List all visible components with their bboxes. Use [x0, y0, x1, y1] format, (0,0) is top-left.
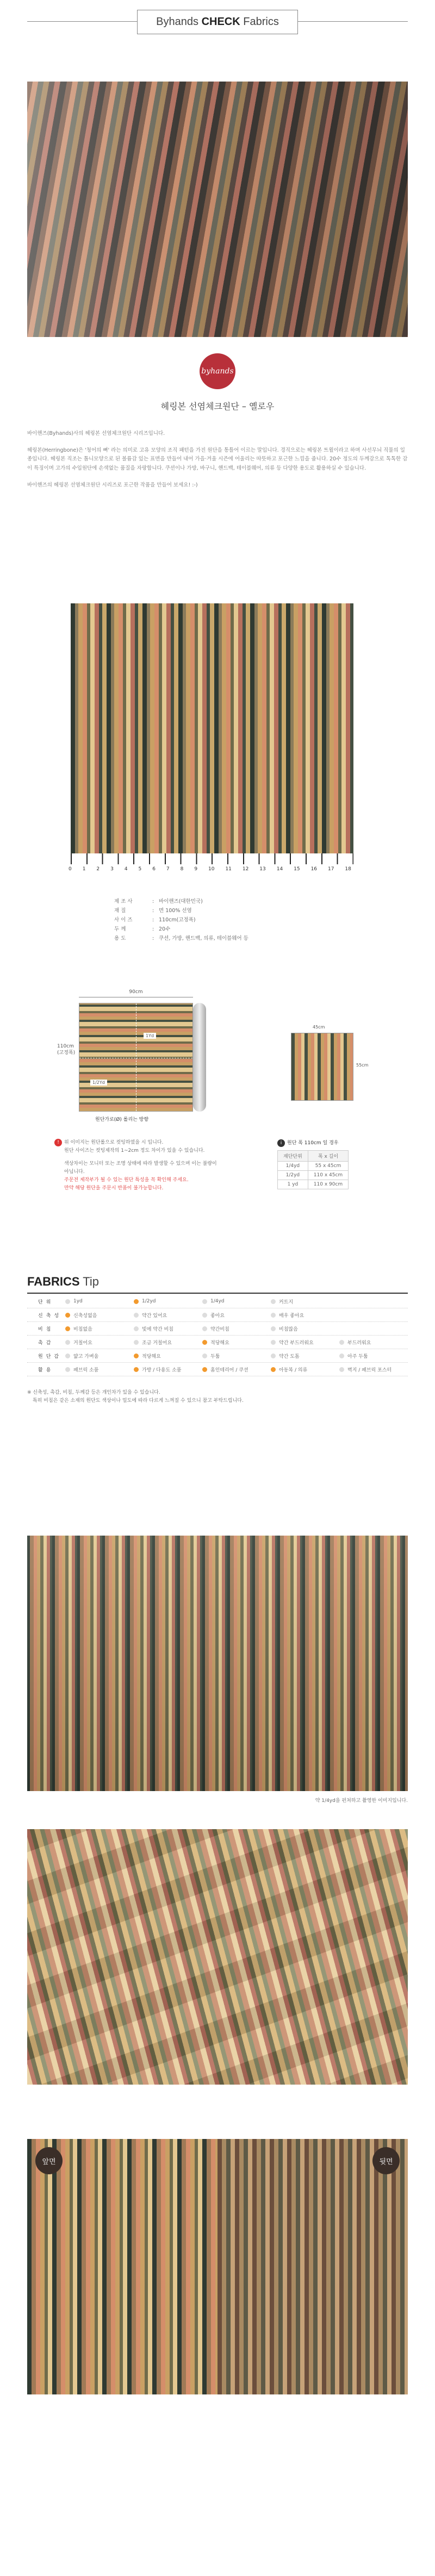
tip-option: [65, 1312, 134, 1319]
sample-height-label: 55cm: [356, 1063, 369, 1068]
tip-option: [202, 1299, 271, 1304]
tip-option-label: 좋아요: [210, 1313, 225, 1319]
tip-row: [27, 1295, 408, 1308]
tip-option-label: 부드러워요: [347, 1340, 371, 1346]
tip-option-label: 비침많음: [279, 1326, 298, 1332]
spec-colon: :: [152, 926, 154, 933]
tip-row-label: 촉감: [38, 1340, 54, 1346]
tip-title: [27, 1275, 99, 1289]
tip-option-label: 커트지: [279, 1299, 294, 1305]
cut-note-1: 위 이미지는 원단롤으로 컷팅하였을 시 입니다.: [64, 1140, 164, 1145]
tip-row-label: 활용: [38, 1367, 54, 1373]
radio-dot-icon: [202, 1354, 207, 1358]
tip-row-label: 비침: [38, 1326, 54, 1332]
tip-option: [134, 1366, 202, 1373]
brand-name: Byhands: [156, 15, 198, 28]
spec-key: 두 께: [114, 926, 126, 933]
cut-fabric: [79, 1003, 193, 1112]
conv-head-size: 폭 x 길이: [308, 1151, 348, 1162]
ruler-label: 13: [259, 866, 266, 872]
spec-row: [114, 925, 248, 934]
radio-dot-icon: [271, 1313, 276, 1318]
radio-dot-icon: [134, 1367, 139, 1372]
radio-dot-icon: [65, 1354, 70, 1358]
tip-row: [27, 1336, 408, 1349]
radio-dot-icon: [271, 1367, 276, 1372]
spec-row: [114, 934, 248, 943]
tip-option: [65, 1339, 134, 1346]
ruler-label: 9: [194, 866, 198, 872]
ruler-label: 4: [124, 866, 128, 872]
ruler-label: 17: [327, 866, 334, 872]
tip-title-bold: FABRICS: [27, 1275, 80, 1288]
tip-option-label: 약간 있어요: [142, 1313, 167, 1319]
tip-option-label: 1yd: [73, 1299, 83, 1304]
ruler-label: 11: [225, 866, 232, 872]
sample-swatch: [291, 1033, 353, 1101]
radio-dot-icon: [202, 1340, 207, 1345]
conv-cell: 110 x 45cm: [308, 1171, 348, 1180]
header-title-bold: CHECK: [201, 15, 240, 28]
logo-text: byhands: [201, 367, 234, 376]
spec-colon: :: [152, 899, 154, 905]
radio-dot-icon: [65, 1367, 70, 1372]
tip-option-label: 아주 두툼: [347, 1354, 368, 1359]
tip-row: [27, 1349, 408, 1363]
ruler-label: 5: [138, 866, 142, 872]
radio-dot-icon: [271, 1340, 276, 1345]
tip-row: [27, 1322, 408, 1336]
spec-colon: :: [152, 908, 154, 914]
conversion-table: [277, 1150, 349, 1189]
spec-key: 제 조 사: [114, 899, 133, 905]
radio-dot-icon: [134, 1354, 139, 1358]
radio-dot-icon: [202, 1313, 207, 1318]
cut-note-3: 색상차이는 모니터 또는 조명 상태에 따라 발생할 수 있으며 이는 불량이 아닙니다.: [64, 1161, 217, 1175]
radio-dot-icon: [271, 1326, 276, 1331]
spec-value: 20수: [159, 926, 171, 933]
tip-option: [202, 1312, 271, 1319]
spec-value: 쿠션, 가방, 핸드백, 의류, 테이블웨어 등: [159, 935, 248, 942]
fabric-roll: [193, 1003, 206, 1112]
back-side-badge: 뒷면: [372, 2147, 400, 2174]
tip-option: [271, 1325, 339, 1332]
header-title-suffix: Fabrics: [243, 15, 279, 28]
radio-dot-icon: [65, 1340, 70, 1345]
conv-cell: 1/2yd: [278, 1171, 308, 1180]
radio-dot-icon: [65, 1313, 70, 1318]
tip-option-label: 신축성없음: [73, 1313, 97, 1319]
spec-colon: :: [152, 935, 154, 942]
spec-list: [114, 897, 248, 943]
spec-value: 면 100% 선염: [159, 908, 192, 914]
cut-height-label: 110cm (고정폭): [57, 1044, 76, 1056]
tip-option-label: 가방 / 다용도 소품: [142, 1367, 182, 1373]
cut-note-4: 만약 해당 원단을 주문시 반품이 불가능합니다.: [64, 1186, 164, 1192]
radio-dot-icon: [339, 1340, 344, 1345]
radio-dot-icon: [65, 1326, 70, 1331]
ruler-label: 6: [152, 866, 156, 872]
ruler-label: 18: [345, 866, 351, 872]
tip-option-label: 적당해요: [142, 1354, 161, 1359]
conv-cell: 55 x 45cm: [308, 1162, 348, 1171]
tip-notes: [27, 1389, 408, 1406]
tip-table: [27, 1295, 408, 1376]
tip-option: [202, 1366, 271, 1373]
tip-title-rest: Tip: [83, 1275, 100, 1288]
ruler-label: 1: [82, 866, 86, 872]
tip-option: [65, 1352, 134, 1359]
tip-option-label: 1/4yd: [210, 1299, 225, 1304]
tip-option-label: 벽지 / 패브릭 포스터: [347, 1367, 392, 1373]
radio-dot-icon: [134, 1299, 139, 1304]
tip-option-label: 조금 거칠어요: [142, 1340, 172, 1346]
spec-row: [114, 897, 248, 906]
tip-option: [134, 1312, 202, 1319]
tip-option-label: 약간비침: [210, 1326, 229, 1332]
intro-paragraph-1: 바이핸즈(Byhands)사의 헤링본 선염체크원단 시리즈입니다.: [27, 431, 165, 436]
sample-width-label: 45cm: [313, 1025, 325, 1030]
spec-key: 사 이 즈: [114, 917, 133, 924]
spec-row: [114, 906, 248, 915]
tip-option: [65, 1299, 134, 1304]
tip-row-label: 원단감: [38, 1354, 63, 1359]
ruler-label: 0: [69, 866, 72, 872]
spec-key: 용 도: [114, 935, 126, 942]
radio-dot-icon: [202, 1367, 207, 1372]
info-icon: i: [277, 1139, 285, 1147]
cut-note-red: 주문전 제작부가 될 수 있는 원단 특성을 꼭 확인해 주세요.: [64, 1177, 189, 1183]
cutting-diagram: [57, 989, 215, 1125]
tip-option-label: 홈인테리어 / 쿠션: [210, 1367, 248, 1373]
cut-width-label: 90cm: [129, 989, 143, 995]
tip-row: [27, 1308, 408, 1322]
header-title: [137, 10, 298, 34]
tip-option-label: 매우 좋아요: [279, 1313, 304, 1319]
conversion-block: [277, 1139, 349, 1189]
hero-fabric-photo: [27, 82, 408, 337]
photo-caption: 약 1/4yd을 펀쳐하고 촬영한 이미지입니다.: [315, 1798, 408, 1804]
tip-option: [202, 1325, 271, 1332]
page-header: [27, 7, 408, 37]
tip-note-2: 특히 비침은 같은 소재의 원단도 색상이나 밀도에 따라 다르게 느껴질 수 있으니 참고 부탁드립니다.: [33, 1398, 244, 1404]
front-side-badge: 앞면: [35, 2147, 63, 2174]
cut-notes: [54, 1139, 217, 1193]
tip-option: [65, 1325, 134, 1332]
tip-option: [134, 1352, 202, 1359]
spec-value: 110cm(고정폭): [159, 917, 196, 924]
conv-cell: 110 x 90cm: [308, 1180, 348, 1189]
fabric-back-side: [217, 2139, 408, 2394]
cut-note-2: 원단 사이즈는 컷팅제작의 1~2cm 정도 차이가 있을 수 있습니다.: [64, 1148, 205, 1154]
tip-option: [134, 1299, 202, 1304]
radio-dot-icon: [339, 1354, 344, 1358]
tip-option-label: 빛에 약간 비침: [142, 1326, 173, 1332]
tip-option: [339, 1366, 408, 1373]
tip-option: [134, 1325, 202, 1332]
spec-value: 바이핸즈(대한민국): [159, 899, 203, 905]
ruler-label: 7: [166, 866, 170, 872]
tip-option-label: 두툼: [210, 1354, 220, 1359]
radio-dot-icon: [271, 1299, 276, 1304]
notice-icon: !: [54, 1139, 62, 1146]
tip-option-label: 비침없음: [73, 1326, 92, 1332]
tip-option: [65, 1366, 134, 1373]
cut-label-half: 1/2Yd: [90, 1080, 107, 1086]
tip-option-label: 약간 도톰: [279, 1354, 300, 1359]
tip-option-label: 얇고 가벼움: [73, 1354, 99, 1359]
spec-key: 재 질: [114, 908, 126, 914]
tip-option: [271, 1298, 339, 1305]
radio-dot-icon: [271, 1354, 276, 1358]
radio-dot-icon: [134, 1340, 139, 1345]
tip-option-label: 1/2yd: [142, 1299, 156, 1304]
tip-note-1: ※ 신축성, 촉감, 비침, 두께감 등은 개인차가 있을 수 있습니다.: [27, 1390, 160, 1395]
tip-option: [134, 1339, 202, 1346]
tip-option: [339, 1352, 408, 1359]
brand-logo: [200, 353, 235, 389]
ruler-labels: [69, 866, 351, 872]
fabric-photo-draped: [27, 1829, 408, 2085]
ruler-label: 15: [294, 866, 300, 872]
fabric-swatch-photo: [71, 603, 353, 853]
ruler-label: 3: [110, 866, 114, 872]
intro-text: [27, 429, 408, 497]
tip-option-label: 거칠어요: [73, 1340, 92, 1346]
tip-row: [27, 1363, 408, 1376]
tip-option-label: 약간 부드러워요: [279, 1340, 314, 1346]
tip-option: [271, 1312, 339, 1319]
conv-cell: 1/4yd: [278, 1162, 308, 1171]
radio-dot-icon: [65, 1299, 70, 1304]
tip-option-label: 패브릭 소품: [73, 1367, 99, 1373]
ruler-label: 16: [310, 866, 318, 872]
cut-label-yard: 1Yd: [144, 1033, 156, 1039]
ruler-label: 12: [242, 866, 249, 872]
radio-dot-icon: [339, 1367, 344, 1372]
conversion-title: 원단 폭 110cm 일 경우: [287, 1140, 339, 1146]
radio-dot-icon: [134, 1326, 139, 1331]
intro-paragraph-2: 헤링본(Herringbone)은 '청어의 뼈' 라는 의미로 고유 모양의 조직 패턴을 가진 원단을 통틀어 이르는 말입니다. 경직으로는 헤링본 트윌이라고 하며 사선무늬 직물의 일종입니다. 헤링본 직조는 톱니모양으로 된 볼륨감 있는 표면을 만들어 내어 가을·겨울 시즌에 어울리는 따뜻하고 포근한 느낌을 줍니다. 20수 정도의 두께감으로 톡톡한 감이 특징이며 고가의 수입원단에 손색없는 품질을 자랑합니다. 쿠션이나 가방, 바구니, 핸드백, 테이블웨어, 의류 등 다양한 용도로 활용하실 수 있습니다.: [27, 447, 408, 471]
radio-dot-icon: [202, 1326, 207, 1331]
tip-row-label: 신축성: [38, 1313, 63, 1319]
tip-option-label: 적당해요: [210, 1340, 229, 1346]
radio-dot-icon: [202, 1299, 207, 1304]
tip-option: [271, 1366, 339, 1373]
tip-option: [271, 1339, 339, 1346]
fabric-photo-front-back: [27, 2139, 408, 2394]
ruler-label: 10: [208, 866, 215, 872]
spec-colon: :: [152, 917, 154, 924]
ruler-label: 14: [276, 866, 283, 872]
spec-row: [114, 915, 248, 925]
tip-option: [271, 1352, 339, 1359]
ruler-label: 2: [96, 866, 100, 872]
radio-dot-icon: [134, 1313, 139, 1318]
fabric-photo-flat: [27, 1536, 408, 1791]
conv-head-unit: 재단단위: [278, 1151, 308, 1162]
tip-row-label: 단위: [38, 1299, 54, 1305]
ruler: [71, 853, 353, 864]
tip-option: [339, 1339, 408, 1346]
intro-paragraph-3: 바이핸즈의 헤링본 선염체크원단 시리즈로 포근한 작품을 만들어 보세요! :-): [27, 482, 198, 488]
tip-option-label: 아동복 / 의류: [279, 1367, 308, 1373]
product-name: 헤링본 선염체크원단 – 옐로우: [160, 401, 275, 411]
conv-cell: 1 yd: [278, 1180, 308, 1189]
ruler-label: 8: [180, 866, 184, 872]
cut-direction-label: 원단가로(Ø) 롤리는 방향: [95, 1117, 149, 1122]
tip-option: [202, 1352, 271, 1359]
tip-option: [202, 1339, 271, 1346]
